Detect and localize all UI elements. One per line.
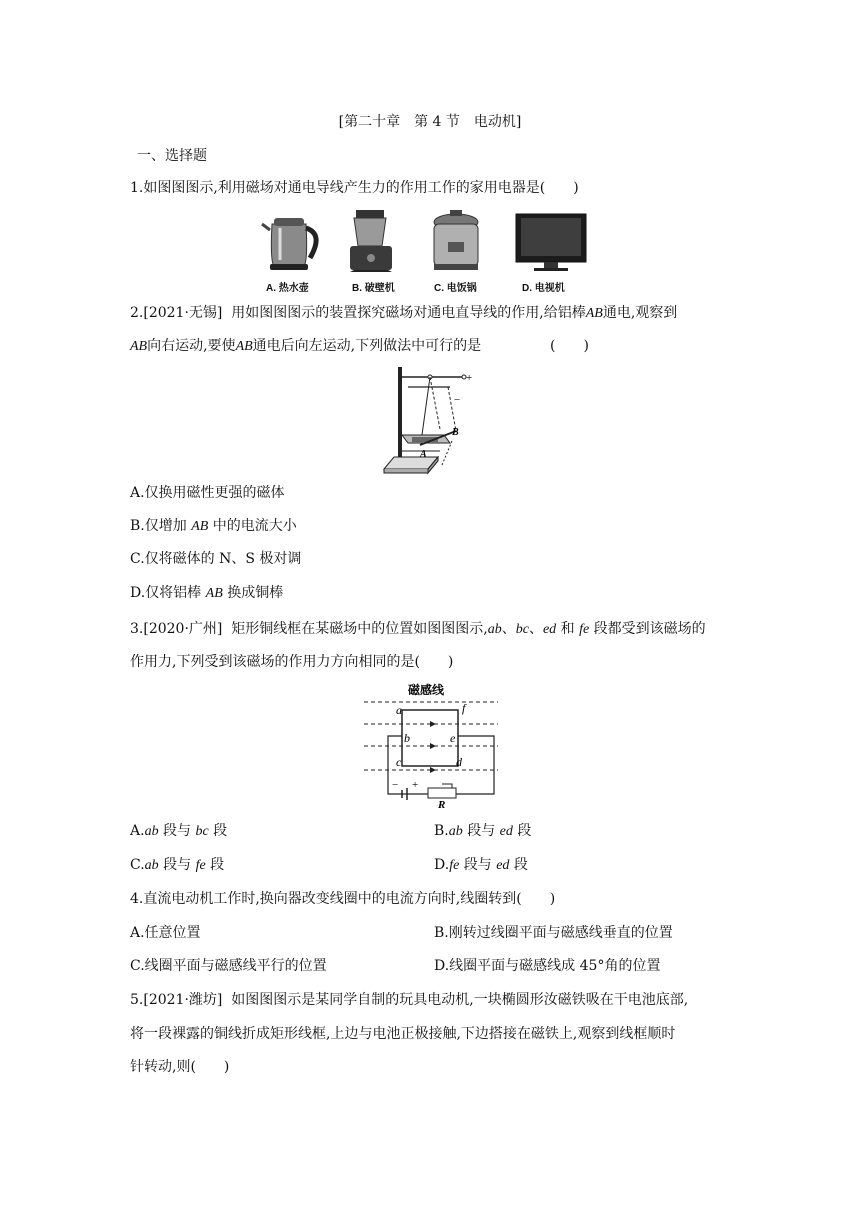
q2-option-b: [130, 516, 297, 537]
q2-var-ab: AB: [130, 339, 148, 354]
q2-apparatus-figure: [380, 365, 480, 477]
q3-stem-line2: 作用力,下列受到该磁场的作用力方向相同的是( ): [130, 654, 454, 670]
q3-option-c-pre: C.: [130, 857, 145, 873]
q2-option-d-pre: D.仅将铝棒: [130, 585, 202, 601]
q1-caption-b: B. 破壁机: [352, 283, 395, 294]
q3-sep: 、: [501, 621, 516, 637]
q3-letter-d: d: [456, 755, 462, 769]
q2-option-d-post: 换成铜棒: [227, 585, 284, 601]
q3-seg-ab: ab: [144, 824, 159, 839]
q5-line1: 如图图图示是某同学自制的玩具电动机,一块椭圆形汝磁铁吸在干电池底部,: [231, 992, 689, 1008]
q5-source: 5.[2021·潍坊]: [130, 992, 223, 1008]
q2-option-d: [130, 583, 283, 604]
q3-seg-ed: ed: [496, 858, 510, 873]
q3-seg-ab: ab: [487, 622, 502, 637]
q3-source: 3.[2020·广州]: [130, 621, 223, 637]
q3-label-r: R: [438, 799, 446, 811]
q5-stem-line1: [130, 990, 688, 1010]
q3-option-b: [434, 821, 531, 842]
q4-option-b: B.刚转过线圈平面与磁感线垂直的位置: [434, 925, 673, 941]
q1-appliances-figure: [258, 206, 604, 296]
q3-option-a: [130, 821, 227, 842]
q2-var-ab: AB: [585, 306, 603, 321]
q2-var-ab: AB: [191, 519, 209, 534]
page-title: [第二十章 第 4 节 电动机]: [338, 114, 522, 130]
section-heading: 一、选择题: [137, 148, 207, 164]
q3-option-b-post: 段: [517, 823, 532, 839]
rice-cooker-image: [434, 210, 478, 270]
q1-caption-d: D. 电视机: [522, 283, 565, 294]
television-image: [516, 214, 586, 271]
q3-seg-ab: ab: [144, 858, 159, 873]
q1-stem: 1.如图图图示,利用磁场对通电导线产生力的作用工作的家用电器是( ): [130, 180, 579, 196]
blender-image: [350, 210, 392, 272]
q3-letter-b: b: [404, 731, 410, 745]
q2-label-a: A: [420, 449, 427, 460]
q3-option-b-mid: 段与: [467, 823, 496, 839]
q3-circuit-figure: [362, 680, 502, 811]
q2-option-a: A.仅换用磁性更强的磁体: [130, 485, 285, 501]
q2-var-ab: AB: [235, 339, 253, 354]
q3-seg-bc: bc: [515, 622, 529, 637]
q2-option-c: C.仅将磁体的 N、S 极对调: [130, 551, 302, 567]
q2-answer-paren: ( ): [550, 338, 589, 354]
q4-option-c: C.线圈平面与磁感线平行的位置: [130, 958, 327, 974]
q2-stem-a: 用如图图图示的装置探究磁场对通电直导线的作用,给铝棒: [231, 305, 586, 321]
q3-fig-title: 磁感线: [408, 683, 445, 697]
q3-label-plus: +: [412, 779, 419, 791]
q3-seg-ab: ab: [448, 824, 463, 839]
q3-letter-a: a: [396, 703, 402, 717]
q3-label-minus: −: [392, 779, 399, 791]
q3-seg-fe: fe: [195, 858, 206, 873]
q3-seg-fe: fe: [579, 622, 590, 637]
q4-option-d: D.线圈平面与磁感线成 45°角的位置: [434, 958, 661, 974]
q3-seg-fe: fe: [449, 858, 460, 873]
q1-caption-a: A. 热水壶: [266, 283, 309, 294]
q2-stem-c: 向右运动,要使: [147, 338, 236, 354]
q2-label-minus: −: [454, 394, 461, 406]
q1-caption-c: C. 电饭锅: [434, 283, 477, 294]
q2-var-ab: AB: [205, 586, 223, 601]
q2-stem-d: 通电后向左运动,下列做法中可行的是: [252, 338, 482, 354]
q2-stem-line1: [130, 303, 677, 324]
q3-option-a-mid: 段与: [163, 823, 192, 839]
q3-stem-a: 矩形铜线框在某磁场中的位置如图图图示,: [231, 621, 488, 637]
q3-sep: 、: [528, 621, 543, 637]
q2-source: 2.[2021·无锡]: [130, 305, 223, 321]
kettle-image: [262, 218, 316, 270]
q3-option-c-mid: 段与: [163, 857, 192, 873]
q2-option-b-post: 中的电流大小: [212, 518, 297, 534]
q3-stem-line1: [130, 619, 706, 640]
q3-stem-b: 段都受到该磁场的: [593, 621, 706, 637]
q3-option-d-post: 段: [513, 857, 528, 873]
q5-stem-line3: 针转动,则( ): [130, 1059, 230, 1075]
q3-option-b-pre: B.: [434, 823, 449, 839]
q3-option-d: [434, 855, 528, 876]
q5-stem-line2: 将一段裸露的铜线折成矩形线框,上边与电池正极接触,下边搭接在磁铁上,观察到线框顺时: [130, 1026, 676, 1042]
q2-stem-b: 通电,观察到: [602, 305, 678, 321]
q3-seg-ed: ed: [499, 824, 513, 839]
q3-and: 和: [560, 621, 575, 637]
q3-seg-bc: bc: [195, 824, 209, 839]
q4-option-a: A.任意位置: [130, 925, 201, 941]
q3-letter-f: f: [462, 701, 466, 715]
q3-option-a-post: 段: [213, 823, 228, 839]
q3-option-c-post: 段: [210, 857, 225, 873]
q2-label-b: B: [452, 427, 459, 438]
q2-label-plus: +: [466, 372, 473, 384]
q3-option-c: [130, 855, 224, 876]
q3-seg-ed: ed: [542, 622, 557, 637]
q3-letter-e: e: [450, 731, 456, 745]
q3-option-d-mid: 段与: [463, 857, 492, 873]
q2-stem-line2: [130, 336, 589, 357]
q3-option-d-pre: D.: [434, 857, 450, 873]
q3-letter-c: c: [396, 755, 402, 769]
q2-option-b-pre: B.仅增加: [130, 518, 187, 534]
q4-stem: 4.直流电动机工作时,换向器改变线圈中的电流方向时,线圈转到( ): [130, 891, 556, 907]
q3-option-a-pre: A.: [130, 823, 145, 839]
